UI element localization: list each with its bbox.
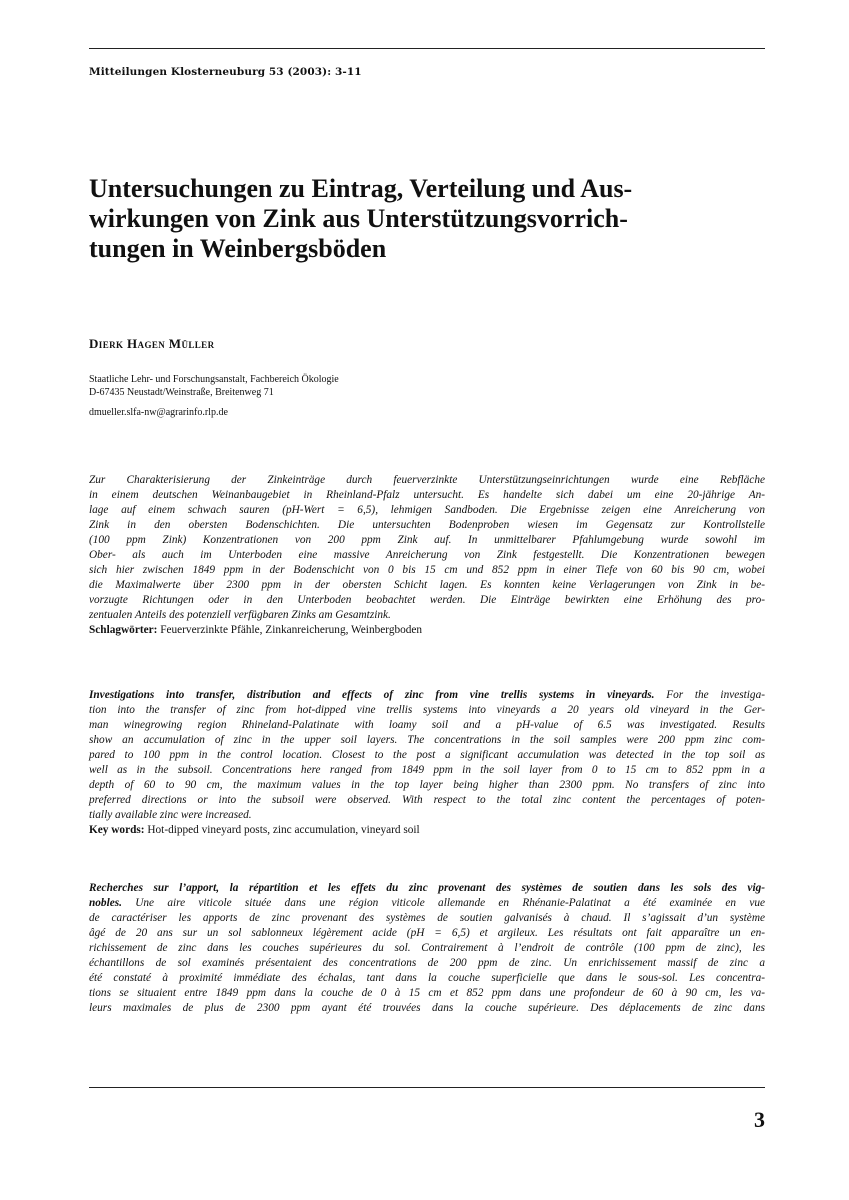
abstract-line: tion into the transfer of zinc from hot-dipped vine trellis systems into vineyards a 20 years old vineyard in the Ger-: [89, 704, 765, 716]
abstract-line: sich hier zwischen 1849 ppm in der Bodenschicht von 0 bis 15 cm und 852 ppm in einer Tiefe von 60 bis 90 cm, wobei: [89, 564, 765, 576]
abstract-line: well as in the subsoil. Concentrations here ranged from 1849 ppm in the soil layer from 0 to 15 cm to 852 ppm in a: [89, 764, 765, 776]
abstract-line: été constaté à proximité immédiate des échalas, tant dans la couche superficielle que dans le sous-sol. Les concentra-: [89, 972, 765, 984]
article-title: [89, 174, 765, 264]
abstract-line: [89, 881, 765, 896]
abstract-line: Zink in den obersten Bodenschichten. Die untersuchten Bodenproben wiesen im Gegensatz zur Kontrollstelle: [89, 519, 765, 531]
abstract-line: tions se situaient entre 1849 ppm dans la couche de 0 à 15 cm et 852 ppm dans une profondeur de 60 à 90 cm, les va-: [89, 987, 765, 999]
abstract-line: de caractériser les apports de zinc provenant des systèmes de soutien galvanisés à chaud. Il s’agissait d’un système: [89, 912, 765, 924]
abstract-french-title: Recherches sur l’apport, la répartition et les effets du zinc provenant des systèmes de soutien dans les sols des vig-: [89, 882, 765, 894]
abstract-line: richissement de zinc dans les couches supérieures du sol. Contrairement à l’endroit de contrôle (100 ppm de zinc), les: [89, 942, 765, 954]
abstract-line: âgé de 20 ans sur un sol sablonneux légèrement acide (pH = 6,5) et argileux. Les résultats ont fait apparaître un en-: [89, 927, 765, 939]
keywords-text: Hot-dipped vineyard posts, zinc accumulation, vineyard soil: [144, 824, 420, 836]
abstract-english-title: Investigations into transfer, distribution and effects of zinc from vine trellis systems in vineyards.: [89, 689, 655, 701]
title-line: wirkungen von Zink aus Unterstützungsvorrich-: [89, 204, 628, 233]
abstract-line: die Maximalwerte über 2300 ppm in der obersten Schicht lagen. Es konnten keine Verlagerungen von Zink in be-: [89, 579, 765, 591]
title-line: tungen in Weinbergsböden: [89, 234, 387, 263]
keywords-english: [89, 823, 765, 838]
abstract-line: depth of 60 to 90 cm, the maximum values in the top layer being higher than 2300 ppm. No transfers of zinc into: [89, 779, 765, 791]
abstract-line: [89, 688, 765, 703]
keywords-german: [89, 623, 765, 638]
abstract-english: [89, 688, 765, 838]
abstract-line: lage auf einem schwach sauren (pH-Wert = 6,5), lehmigen Sandboden. Die Ergebnisse zeigen eine Anreicherung von: [89, 504, 765, 516]
abstract-line: [89, 896, 765, 911]
title-line: Untersuchungen zu Eintrag, Verteilung und Aus-: [89, 174, 633, 203]
journal-header: Mitteilungen Klosterneuburg 53 (2003): 3-11: [89, 66, 362, 78]
abstract-line: vorzugte Richtungen oder in den Unterboden beobachtet werden. Die Einträge bewirkten eine Erhöhung des pro-: [89, 594, 765, 606]
abstract-line: tially available zinc were increased.: [89, 809, 252, 821]
author-email: dmueller.slfa-nw@agrarinfo.rlp.de: [89, 407, 228, 418]
affiliation-line: D-67435 Neustadt/Weinstraße, Breitenweg 71: [89, 387, 274, 398]
abstract-french: [89, 881, 765, 1016]
keywords-label: Schlagwörter:: [89, 624, 158, 636]
abstract-line: preferred directions or into the subsoil were observed. With respect to the total zinc content the percentages of poten-: [89, 794, 765, 806]
abstract-line: pared to 100 ppm in the control location. Closest to the post a significant accumulation was detected in the top soil as: [89, 749, 765, 761]
top-rule: [89, 48, 765, 49]
abstract-line-rest: For the investiga-: [654, 689, 765, 701]
affiliation: [89, 373, 339, 399]
abstract-line: in einem deutschen Weinanbaugebiet in Rheinland-Pfalz untersucht. Es handelte sich dabei um eine 20-jährige An-: [89, 489, 765, 501]
abstract-line: échantillons de sol examinés présentaient des concentrations de 200 ppm de zinc. Un enrichissement massif de zinc a: [89, 957, 765, 969]
keywords-label: Key words:: [89, 824, 145, 836]
abstract-line-rest: Une aire viticole située dans une région viticole allemande en Rhénanie-Palatinat a été examinée en vue: [121, 897, 765, 909]
abstract-french-title-end: nobles.: [89, 897, 122, 909]
abstract-line: leurs maximales de plus de 2300 ppm ayant été trouvées dans la couche supérieure. Des déplacements de zinc dans: [89, 1002, 765, 1014]
bottom-rule: [89, 1087, 765, 1088]
affiliation-line: Staatliche Lehr- und Forschungsanstalt, Fachbereich Ökologie: [89, 374, 339, 385]
author-name: Dierk Hagen Müller: [89, 336, 215, 351]
abstract-line: show an accumulation of zinc in the upper soil layers. The concentrations in the soil samples were 200 ppm zinc com-: [89, 734, 765, 746]
abstract-line: (100 ppm Zink) Konzentrationen von 200 ppm Zink auf. In unmittelbarer Pfahlumgebung wurde sowohl im: [89, 534, 765, 546]
abstract-line: man winegrowing region Rhineland-Palatinate with loamy soil and a pH-value of 6.5 was investigated. Results: [89, 719, 765, 731]
abstract-line: Ober- als auch im Unterboden eine massive Anreicherung von Zink festgestellt. Die Konzentrationen bewegen: [89, 549, 765, 561]
keywords-text: Feuerverzinkte Pfähle, Zinkanreicherung, Weinbergboden: [157, 624, 423, 636]
page-number: 3: [754, 1107, 765, 1132]
abstract-german: [89, 473, 765, 638]
abstract-line: zentualen Anteils des potenziell verfügbaren Zinks am Gesamtzink.: [89, 609, 391, 621]
abstract-line: Zur Charakterisierung der Zinkeinträge durch feuerverzinkte Unterstützungseinrichtungen wurde eine Rebfläche: [89, 474, 765, 486]
